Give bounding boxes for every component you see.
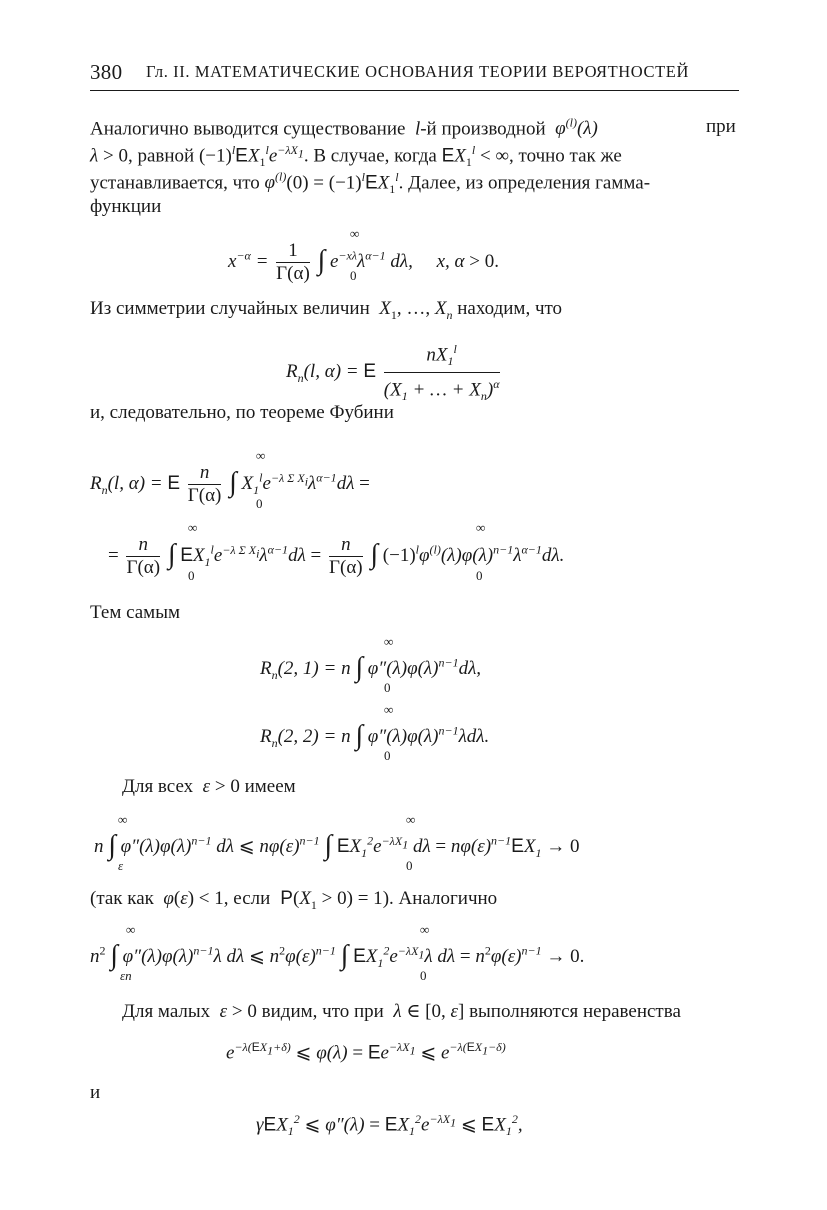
para1-line4: функции (90, 196, 162, 217)
para4: Тем самым (90, 602, 180, 623)
equation-fubini-2: = $\frac{n}{\Gamma(\alpha)}$ ∫ $EX_1^le^{-\lambda \Sigma X_i}\lambda^{\alpha-1}d\lambda$ = $\frac{n}{\Gamma(\alpha)}$ ∫ $(-1)^l\varphi^{(l)}(\lambda)\varphi(\lambda)^{n-1}\lambda^{\alpha-1}d\lambda$. ∞ 0 ∞ 0 (108, 520, 565, 583)
running-header (90, 58, 739, 91)
equation-fubini-1: $R_n(l$, α) = E $\frac{n}{\Gamma(\alpha)}$ ∫ $X_1^le^{-\lambda \Sigma X_i}\lambda^{\alpha-1}d\lambda$ = ∞ 0 (90, 448, 370, 511)
equation-bound-1: n ∫ $\varphi''(\lambda)\varphi(\lambda)^{n-1}$ dλ ⩽ $n\varphi(\varepsilon)^{n-1}$ ∫ $EX_1^2e^{-\lambda X_1}$ $d\lambda = n\varphi(\varepsilon)^{n-1}EX_1 \to 0$ ∞ ε ∞ 0 (94, 812, 580, 873)
equation-gamma: $x^{-\alpha}$ = $\frac{1}{\Gamma(\alpha)}$ ∫ $e^{-x\lambda}\lambda^{\alpha-1}$ dλ, x, α > 0. ∞ 0 (228, 226, 499, 284)
para3: и, следовательно, по теореме Фубини (90, 402, 394, 423)
para7: Для малых ε > 0 видим, что при λ ∈ [0, ε] выполняются неравенства (122, 1001, 681, 1022)
para8: и (90, 1082, 101, 1103)
para2: Из симметрии случайных величин $X_1$, …, $X_n$ находим, что (90, 298, 563, 322)
equation-rn-def: $R_n(l$, α) = E $\frac{nX_1^l}{(X_1 + \dots + X_n)^\alpha}$ (286, 338, 503, 407)
equation-ineq-1: $e^{-\lambda(EX_1+\delta)}$ ⩽ $\varphi(\lambda) = Ee^{-\lambda X_1}$ ⩽ $e^{-\lambda(EX_1-\delta)}$ (226, 1040, 506, 1064)
equation-bound-2: $n^2$ ∫ $\varphi''(\lambda)\varphi(\lambda)^{n-1}\lambda$ dλ ⩽ $n^2\varphi(\varepsilon)^{n-1}$ ∫ $EX_1^2e^{-\lambda X_1}\lambda$ $d\lambda = n^2\varphi(\varepsilon)^{n-1} \to 0$. ∞ εn ∞ 0 (90, 922, 585, 983)
equation-ineq-2: γEX$_1^2$ ⩽ $\varphi''(\lambda) = EX_1^2e^{-\lambda X_1}$ ⩽ $EX_1^2$, (256, 1112, 523, 1139)
equation-r21: $R_n(2$, 1) = n ∫ $\varphi''(\lambda)\varphi(\lambda)^{n-1}d\lambda$, ∞ 0 (260, 634, 482, 695)
para5: Для всех ε > 0 имеем (122, 776, 296, 797)
equation-r22: $R_n(2$, 2) = n ∫ $\varphi''(\lambda)\varphi(\lambda)^{n-1}\lambda d\lambda$. ∞ 0 (260, 702, 490, 763)
para6: (так как φ(ε) < 1, если $P(X_1 > 0) = 1$). Аналогично (90, 888, 498, 912)
page-number: 380 (90, 60, 123, 84)
running-title: Гл. II. МАТЕМАТИЧЕСКИЕ ОСНОВАНИЯ ТЕОРИИ ВЕРОЯТНОСТЕЙ (146, 62, 689, 81)
para1-line1-end: при (706, 116, 736, 137)
para1-line1: Аналогично выводится существование l-й производной $\varphi^{(l)}(\lambda)$ (90, 116, 598, 140)
para1-line2: λ > 0, равной $(-1)^lEX_1^le^{-\lambda X_1}$. В случае, когда $EX_1^l$ < ∞, точно так же (90, 143, 622, 170)
para1-line3: устанавливается, что $\varphi^{(l)}(0) = (-1)^lEX_1^l$. Далее, из определения гамма- (90, 170, 651, 197)
